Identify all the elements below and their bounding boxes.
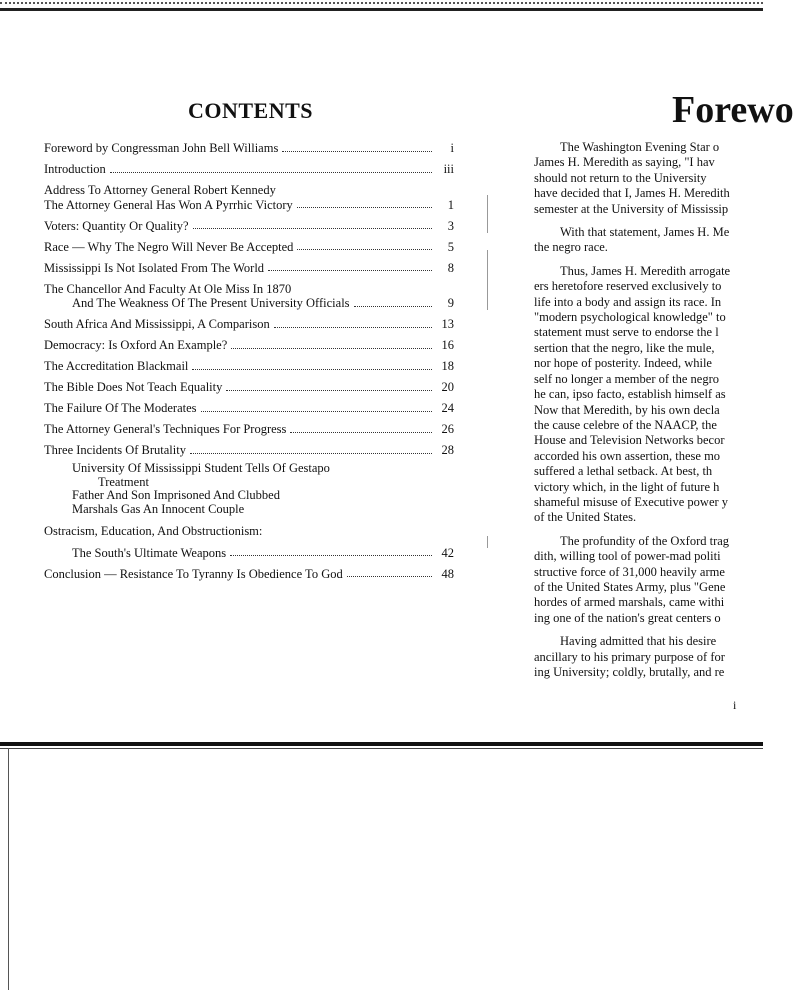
dot-leader — [354, 306, 432, 307]
foreword-paragraph — [534, 264, 794, 526]
toc-entry-title: Voters: Quantity Or Quality? — [44, 218, 189, 233]
text-line: Thus, James H. Meredith arrogate — [560, 263, 731, 278]
text-line: Now that Meredith, by his own decla — [534, 402, 720, 417]
text-line: have decided that I, James H. Meredith — [534, 186, 730, 201]
text-line: structive force of 31,000 heavily arme — [534, 564, 725, 579]
dot-leader — [297, 207, 432, 208]
foreword-title: Forewo — [672, 89, 794, 131]
text-line: the cause celebre of the NAACP, the — [534, 417, 717, 432]
text-line: the negro race. — [534, 240, 608, 255]
text-line: self no longer a member of the negro — [534, 371, 720, 386]
toc-entry-title: The Failure Of The Moderates — [44, 401, 197, 415]
toc-entry — [44, 282, 454, 311]
text-line: ing University; coldly, brutally, and re — [534, 665, 725, 679]
text-line: statement must serve to endorse the l — [534, 325, 719, 340]
text-line: ing one of the nation's great centers o — [534, 610, 721, 625]
contents-title: CONTENTS — [188, 98, 314, 123]
toc-entry-line1: Address To Attorney General Robert Kennedy — [44, 183, 276, 197]
toc-entry — [44, 524, 454, 560]
text-line: ancillary to his primary purpose of for — [534, 649, 725, 664]
foreword-paragraph — [534, 634, 794, 680]
dot-leader — [231, 348, 432, 349]
foreword-paragraph — [534, 140, 794, 217]
text-line: House and Television Networks becor — [534, 433, 725, 448]
text-line: life into a body and assign its race. In — [534, 294, 722, 309]
toc-entry-title: South Africa And Mississippi, A Comparison — [44, 317, 270, 331]
toc-entry-page: 48 — [441, 566, 454, 581]
text-line: sertion that the negro, like the mule, — [534, 340, 715, 355]
sub-entry: Father And Son Imprisoned And Clubbed — [72, 488, 280, 502]
toc-entry-title: Introduction — [44, 162, 106, 176]
toc-entry-line1: The Chancellor And Faculty At Ole Miss In 1870 — [44, 281, 292, 296]
foreword-paragraph — [534, 225, 794, 256]
dot-leader — [190, 453, 432, 454]
bottom-frame-edge — [8, 748, 9, 990]
page-number: i — [733, 698, 737, 712]
toc-entry — [44, 359, 454, 374]
toc-entry — [44, 261, 454, 276]
dot-leader — [110, 172, 432, 173]
toc-entry-title: The Attorney General's Techniques For Progress — [44, 422, 287, 436]
toc-entry-title: The South's Ultimate Weapons — [72, 545, 227, 560]
toc-entry-page: 3 — [447, 218, 454, 233]
toc-entry-page: 9 — [447, 296, 454, 310]
toc-entry — [44, 317, 454, 332]
dot-leader — [297, 249, 432, 250]
toc-entry-page: 18 — [441, 359, 454, 373]
sub-entry: Treatment — [98, 474, 149, 489]
toc-entry — [44, 162, 454, 177]
bottom-rule-thin — [0, 748, 763, 749]
toc-entry-title: Foreword by Congressman John Bell Williams — [44, 141, 279, 155]
dot-leader — [274, 327, 432, 328]
toc-entry — [44, 141, 454, 156]
text-line: The profundity of the Oxford trag — [560, 533, 730, 548]
toc-entry — [44, 183, 454, 212]
dot-leader — [268, 270, 432, 271]
bottom-rule — [0, 742, 763, 746]
dot-leader — [230, 555, 432, 556]
dot-leader — [282, 151, 432, 152]
toc-entry-title: The Attorney General Has Won A Pyrrhic Victory — [44, 197, 293, 212]
toc-entry — [44, 567, 454, 582]
text-line: semester at the University of Mississip — [534, 201, 729, 216]
text-line: James H. Meredith as saying, "I hav — [534, 155, 715, 170]
text-line: ers heretofore reserved exclusively to — [534, 279, 722, 294]
toc-entry — [44, 219, 454, 234]
toc-entry-title: The Accreditation Blackmail — [44, 359, 189, 373]
text-line: With that statement, James H. Me — [560, 225, 730, 240]
toc-entry-title: Three Incidents Of Brutality — [44, 443, 186, 457]
toc-entry — [44, 401, 454, 416]
sub-entry: Marshals Gas An Innocent Couple — [72, 501, 245, 516]
text-line: shameful misuse of Executive power y — [534, 494, 729, 509]
gutter-mark — [487, 195, 488, 233]
toc-entry — [44, 380, 454, 395]
foreword-paragraph — [534, 534, 794, 626]
toc-entry-page: 42 — [441, 545, 454, 560]
dot-leader — [193, 228, 432, 229]
text-line: hordes of armed marshals, came withi — [534, 595, 725, 610]
dot-leader — [290, 432, 432, 433]
toc-entry — [44, 422, 454, 437]
brutality-sub-entries — [44, 462, 454, 516]
text-line: "modern psychological knowledge" to — [534, 310, 726, 325]
foreword-text — [534, 140, 794, 688]
toc-entry-title: Conclusion — Resistance To Tyranny Is Obedience To God — [44, 566, 343, 581]
toc-entry-page: 13 — [441, 317, 454, 331]
toc-entry-page: 16 — [441, 338, 454, 352]
text-line: he can, ipso facto, establish himself as — [534, 387, 726, 402]
toc-entry — [44, 338, 454, 353]
toc-entry-title: Democracy: Is Oxford An Example? — [44, 338, 228, 352]
toc-entry-page: i — [450, 141, 454, 155]
text-line: suffered a lethal setback. At best, th — [534, 464, 713, 479]
text-line: The Washington Evening Star o — [560, 140, 720, 154]
gutter-mark — [487, 536, 488, 548]
top-dotted-border — [0, 2, 763, 4]
text-line: nor hope of posterity. Indeed, while — [534, 356, 712, 371]
sub-entry: University Of Mississippi Student Tells Of Gestapo — [72, 461, 330, 475]
toc-entry-title: And The Weakness Of The Present University Officials — [72, 296, 350, 310]
text-line: victory which, in the light of future h — [534, 479, 720, 494]
top-rule — [0, 8, 763, 11]
toc-entry-page: iii — [443, 162, 454, 176]
toc-entry — [44, 240, 454, 255]
dot-leader — [201, 411, 433, 412]
toc-entry-title: Race — Why The Negro Will Never Be Accepted — [44, 239, 294, 254]
text-line: of the United States. — [534, 510, 637, 525]
toc-entry-page: 5 — [447, 239, 454, 254]
gutter-mark — [487, 250, 488, 310]
toc-entry-page: 26 — [441, 422, 454, 436]
toc-entry-line1: Ostracism, Education, And Obstructionism: — [44, 524, 263, 538]
toc-entry-page: 28 — [441, 443, 454, 457]
toc-entry — [44, 443, 454, 458]
text-line: Having admitted that his desire — [560, 634, 717, 649]
toc-entry-title: The Bible Does Not Teach Equality — [44, 380, 223, 394]
text-line: dith, willing tool of power-mad politi — [534, 549, 721, 564]
toc-entry-page: 1 — [447, 197, 454, 212]
text-line: accorded his own assertion, these mo — [534, 448, 721, 463]
toc-entry-page: 20 — [441, 380, 454, 394]
toc-entry-page: 24 — [441, 401, 454, 415]
text-line: should not return to the University — [534, 170, 707, 185]
dot-leader — [226, 390, 432, 391]
toc-entry-title: Mississippi Is Not Isolated From The World — [44, 260, 265, 275]
dot-leader — [347, 576, 432, 577]
table-of-contents — [44, 141, 454, 588]
text-line: of the United States Army, plus "Gene — [534, 579, 726, 594]
dot-leader — [192, 369, 432, 370]
toc-entry-page: 8 — [447, 260, 454, 275]
